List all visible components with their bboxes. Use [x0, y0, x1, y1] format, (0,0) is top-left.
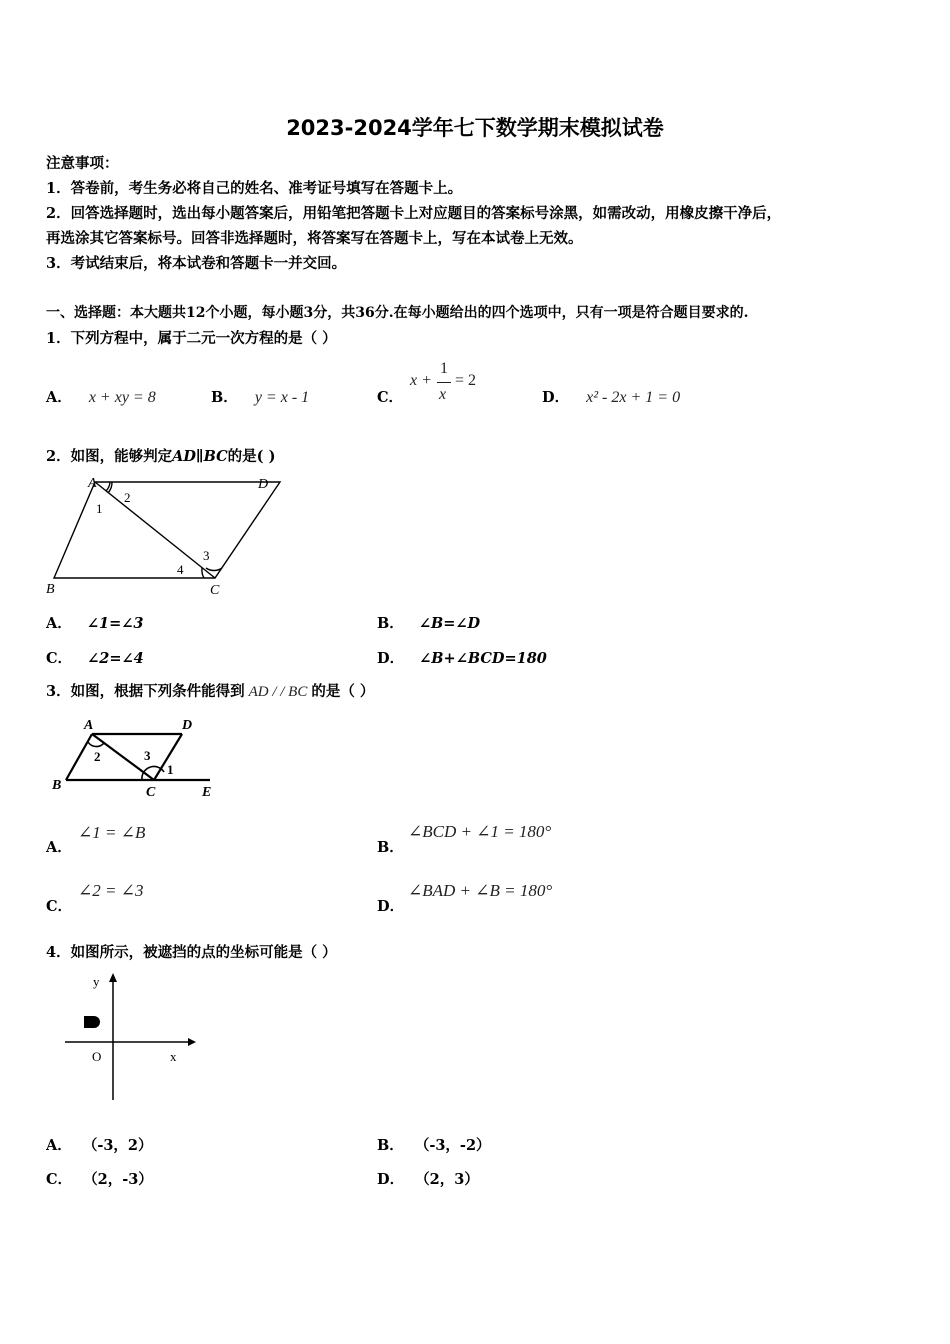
- option-text: （-3，-2）: [414, 1137, 491, 1154]
- label-a: A: [84, 718, 94, 733]
- label-c: C: [146, 785, 156, 800]
- q3-option-c-expr: ∠2 = ∠3: [78, 881, 144, 900]
- option-label: A．: [46, 615, 72, 632]
- label-d: D: [258, 477, 269, 492]
- option-text: ∠1=∠3: [86, 615, 144, 632]
- notice-item-1: 1．答卷前，考生务必将自己的姓名、准考证号填写在答题卡上。: [46, 180, 463, 197]
- q2-stem-text: 2．如图，能够判定: [46, 448, 173, 465]
- q4-option-b[interactable]: [377, 1134, 491, 1155]
- option-label: D．: [377, 650, 405, 667]
- option-expr: x² - 2x + 1 = 0: [586, 389, 681, 406]
- option-label: C．: [46, 1171, 73, 1188]
- option-text: ∠2=∠4: [87, 650, 144, 667]
- label-angle-1: 1: [96, 501, 103, 516]
- option-text: （-3，2）: [82, 1137, 153, 1154]
- x-axis-arrow: [188, 1038, 196, 1046]
- q3-stem-text: 3．如图，根据下列条件能得到: [46, 683, 245, 700]
- notice-item-2-cont: 再选涂其它答案标号。回答非选择题时，将答案写在答题卡上，写在本试卷上无效。: [46, 230, 583, 247]
- option-label: B．: [377, 615, 404, 632]
- label-angle-2: 2: [124, 490, 131, 505]
- y-axis-arrow: [109, 973, 117, 982]
- q1-option-d[interactable]: [542, 386, 680, 407]
- hidden-point-blot: [84, 1016, 100, 1028]
- q3-option-b-expr: ∠BCD + ∠1 = 180°: [408, 822, 552, 841]
- q2-stem-post: 的是( ): [227, 448, 276, 465]
- q1-option-c[interactable]: [377, 386, 403, 407]
- page-title: 2023-2024学年七下数学期末模拟试卷: [286, 116, 664, 140]
- fraction-bar: [437, 382, 451, 383]
- q4-stem: 4．如图所示，被遮挡的点的坐标可能是（ ）: [46, 944, 337, 961]
- label-b: B: [52, 778, 62, 793]
- q2-parallelogram-figure: [40, 472, 290, 602]
- option-label: B．: [211, 389, 238, 406]
- option-expr: x + xy = 8: [88, 389, 156, 406]
- q4-option-d[interactable]: [377, 1168, 479, 1189]
- q1-option-a[interactable]: [46, 386, 156, 407]
- q2-option-c[interactable]: [46, 647, 144, 668]
- q2-option-d[interactable]: [377, 647, 547, 668]
- expr-pre: x +: [410, 372, 432, 389]
- q2-stem-math: AD∥BC: [172, 448, 228, 465]
- option-label: C．: [46, 650, 73, 667]
- q4-option-c[interactable]: [46, 1168, 153, 1189]
- notice-item-3: 3．考试结束后，将本试卷和答题卡一并交回。: [46, 255, 347, 272]
- q4-option-a[interactable]: [46, 1134, 153, 1155]
- q1-option-c-expr: [410, 362, 500, 408]
- label-y: y: [93, 974, 100, 989]
- label-angle-4: 4: [177, 562, 184, 577]
- q2-option-a[interactable]: [46, 612, 143, 633]
- q3-stem-post: 的是（ ）: [311, 683, 375, 700]
- option-label: B．: [377, 1137, 404, 1154]
- angle-2-arc: [88, 742, 104, 747]
- q2-stem: [46, 445, 275, 466]
- label-d: D: [182, 718, 193, 733]
- option-text: ∠B+∠BCD=180: [419, 650, 547, 667]
- notice-heading: 注意事项：: [46, 155, 119, 172]
- option-label: D．: [542, 389, 570, 406]
- label-b: B: [46, 582, 55, 597]
- fraction-numerator: 1: [440, 360, 448, 377]
- section-header: 一、选择题：本大题共12个小题，每小题3分，共36分.在每小题给出的四个选项中，只有一项是符合题目要求的.: [46, 305, 749, 321]
- label-angle-2: 2: [94, 749, 101, 764]
- option-expr: y = x - 1: [254, 389, 310, 406]
- option-text: ∠B=∠D: [418, 615, 481, 632]
- label-a: A: [88, 476, 97, 491]
- label-origin: O: [92, 1049, 102, 1064]
- q3-stem-math: AD / / BC: [248, 684, 308, 700]
- option-text: （2，3）: [415, 1171, 479, 1188]
- q3-option-d-label[interactable]: D．: [377, 898, 405, 915]
- label-x: x: [170, 1049, 177, 1064]
- label-angle-3: 3: [203, 548, 210, 563]
- q1-stem: 1．下列方程中，属于二元一次方程的是（ ）: [46, 330, 337, 347]
- parallelogram-shape: [54, 482, 280, 578]
- notice-item-2: 2．回答选择题时，选出每小题答案后，用铅笔把答题卡上对应题目的答案标号涂黑，如需改动，用橡皮擦干净后，: [46, 205, 782, 222]
- q2-option-b[interactable]: [377, 612, 480, 633]
- label-c: C: [210, 583, 220, 598]
- fraction-denominator: x: [439, 386, 447, 403]
- option-label: D．: [377, 1171, 405, 1188]
- q4-coordinate-figure: [60, 970, 200, 1105]
- diagonal-ac: [95, 482, 215, 578]
- option-text: （2，-3）: [83, 1171, 153, 1188]
- q1-option-b[interactable]: [211, 386, 309, 407]
- segment-ab: [66, 734, 92, 780]
- angle-1-arc: [106, 482, 110, 491]
- q3-figure: [46, 712, 226, 804]
- label-angle-1: 1: [167, 762, 174, 777]
- option-label: A．: [46, 1137, 72, 1154]
- q3-option-b-label[interactable]: B．: [377, 839, 404, 856]
- q3-option-c-label[interactable]: C．: [46, 898, 73, 915]
- label-e: E: [202, 785, 212, 800]
- q3-option-a-expr: ∠1 = ∠B: [78, 823, 146, 842]
- q3-option-a-label[interactable]: A．: [46, 839, 72, 856]
- q3-option-d-expr: ∠BAD + ∠B = 180°: [408, 881, 553, 900]
- expr-post: = 2: [455, 372, 477, 389]
- label-angle-3: 3: [144, 748, 151, 763]
- q3-stem: [46, 680, 374, 701]
- option-label: C．: [377, 389, 404, 406]
- option-label: A．: [46, 389, 72, 406]
